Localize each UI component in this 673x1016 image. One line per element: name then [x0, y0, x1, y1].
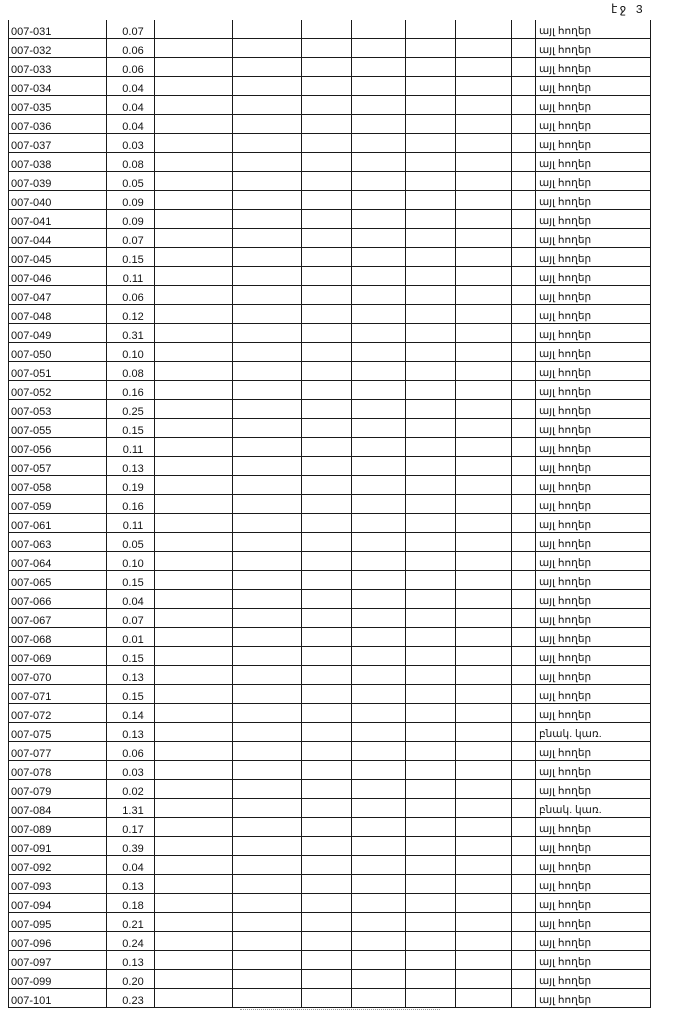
table-row — [8, 419, 651, 438]
land-type: այլ հողեր — [539, 975, 592, 987]
table-row — [8, 191, 651, 210]
parcel-code: 007-044 — [11, 235, 52, 247]
table-row — [8, 172, 651, 191]
parcel-code: 007-057 — [11, 463, 52, 475]
parcel-area: 0.15 — [122, 254, 144, 266]
parcel-area: 1.31 — [122, 805, 144, 817]
table-row — [8, 476, 651, 495]
table-row — [8, 96, 651, 115]
parcel-code: 007-094 — [11, 900, 52, 912]
parcel-area: 0.21 — [122, 919, 144, 931]
table-row — [8, 134, 651, 153]
parcel-code: 007-066 — [11, 596, 52, 608]
parcel-area: 0.20 — [122, 976, 144, 988]
land-type: այլ հողեր — [539, 576, 592, 588]
land-type: այլ հողեր — [539, 177, 592, 189]
land-type: այլ հողեր — [539, 899, 592, 911]
parcel-code: 007-039 — [11, 178, 52, 190]
land-type: այլ հողեր — [539, 158, 592, 170]
parcel-code: 007-071 — [11, 691, 52, 703]
row-divider — [8, 1007, 651, 1008]
parcel-area: 0.15 — [122, 425, 144, 437]
table-row — [8, 286, 651, 305]
parcel-area: 0.23 — [122, 995, 144, 1007]
parcel-area: 0.07 — [122, 235, 144, 247]
land-type: այլ հողեր — [539, 918, 592, 930]
parcel-code: 007-069 — [11, 653, 52, 665]
parcel-area: 0.11 — [122, 520, 144, 532]
table-row — [8, 58, 651, 77]
parcel-code: 007-056 — [11, 444, 52, 456]
parcel-area: 0.15 — [122, 691, 144, 703]
land-type: այլ հողեր — [539, 557, 592, 569]
land-type: այլ հողեր — [539, 538, 592, 550]
table-row — [8, 153, 651, 172]
land-type: այլ հողեր — [539, 310, 592, 322]
parcel-area: 0.15 — [122, 577, 144, 589]
table-row — [8, 818, 651, 837]
table-row — [8, 685, 651, 704]
table-row — [8, 647, 651, 666]
table-row — [8, 666, 651, 685]
parcel-area: 0.11 — [122, 444, 144, 456]
parcel-area: 0.03 — [122, 767, 144, 779]
parcel-area: 0.18 — [122, 900, 144, 912]
parcel-area: 0.06 — [122, 292, 144, 304]
parcel-area: 0.16 — [122, 501, 144, 513]
page-number-label: էջ 3 — [611, 3, 644, 17]
parcel-code: 007-070 — [11, 672, 52, 684]
parcel-area: 0.13 — [122, 672, 144, 684]
table-row — [8, 381, 651, 400]
parcel-code: 007-075 — [11, 729, 52, 741]
parcel-code: 007-095 — [11, 919, 52, 931]
table-row — [8, 723, 651, 742]
land-type: այլ հողեր — [539, 823, 592, 835]
table-row — [8, 989, 651, 1008]
land-type: այլ հողեր — [539, 937, 592, 949]
parcel-code: 007-034 — [11, 83, 52, 95]
parcel-area: 0.10 — [122, 349, 144, 361]
table-row — [8, 115, 651, 134]
table-row — [8, 267, 651, 286]
land-type: այլ հողեր — [539, 253, 592, 265]
land-type: այլ հողեր — [539, 424, 592, 436]
land-type: այլ հողեր — [539, 139, 592, 151]
land-type: այլ հողեր — [539, 842, 592, 854]
table-row — [8, 932, 651, 951]
parcel-area: 0.25 — [122, 406, 144, 418]
parcel-code: 007-036 — [11, 121, 52, 133]
parcel-area: 0.13 — [122, 957, 144, 969]
parcel-code: 007-059 — [11, 501, 52, 513]
parcel-area: 0.02 — [122, 786, 144, 798]
land-type: այլ հողեր — [539, 101, 592, 113]
parcel-code: 007-052 — [11, 387, 52, 399]
parcel-area: 0.15 — [122, 653, 144, 665]
parcel-area: 0.08 — [122, 159, 144, 171]
table-row — [8, 248, 651, 267]
parcel-area: 0.06 — [122, 64, 144, 76]
parcel-area: 0.04 — [122, 102, 144, 114]
land-type: այլ հողեր — [539, 63, 592, 75]
land-type: այլ հողեր — [539, 443, 592, 455]
parcel-code: 007-055 — [11, 425, 52, 437]
parcel-code: 007-032 — [11, 45, 52, 57]
parcel-code: 007-065 — [11, 577, 52, 589]
parcel-code: 007-077 — [11, 748, 52, 760]
land-type: այլ հողեր — [539, 633, 592, 645]
parcel-code: 007-063 — [11, 539, 52, 551]
land-type: այլ հողեր — [539, 994, 592, 1006]
parcel-code: 007-079 — [11, 786, 52, 798]
parcel-area: 0.09 — [122, 197, 144, 209]
table-row — [8, 780, 651, 799]
land-parcel-table — [8, 20, 651, 1008]
parcel-code: 007-049 — [11, 330, 52, 342]
table-row — [8, 970, 651, 989]
parcel-code: 007-048 — [11, 311, 52, 323]
table-row — [8, 400, 651, 419]
parcel-code: 007-072 — [11, 710, 52, 722]
table-row — [8, 20, 651, 39]
land-type: այլ հողեր — [539, 481, 592, 493]
parcel-area: 0.08 — [122, 368, 144, 380]
land-type: բնակ. կառ. — [539, 728, 602, 740]
parcel-code: 007-038 — [11, 159, 52, 171]
parcel-area: 0.05 — [122, 539, 144, 551]
table-row — [8, 951, 651, 970]
table-row — [8, 894, 651, 913]
land-type: այլ հողեր — [539, 291, 592, 303]
parcel-code: 007-041 — [11, 216, 52, 228]
parcel-code: 007-053 — [11, 406, 52, 418]
parcel-area: 0.39 — [122, 843, 144, 855]
parcel-area: 0.06 — [122, 45, 144, 57]
parcel-area: 0.07 — [122, 26, 144, 38]
parcel-area: 0.01 — [122, 634, 144, 646]
table-row — [8, 77, 651, 96]
table-row — [8, 362, 651, 381]
land-type: այլ հողեր — [539, 234, 592, 246]
parcel-code: 007-092 — [11, 862, 52, 874]
table-row — [8, 571, 651, 590]
land-type: այլ հողեր — [539, 44, 592, 56]
parcel-area: 0.04 — [122, 862, 144, 874]
parcel-code: 007-091 — [11, 843, 52, 855]
table-row — [8, 761, 651, 780]
table-row — [8, 343, 651, 362]
table-row — [8, 590, 651, 609]
land-type: այլ հողեր — [539, 519, 592, 531]
parcel-area: 0.09 — [122, 216, 144, 228]
land-type: այլ հողեր — [539, 462, 592, 474]
land-type: այլ հողեր — [539, 25, 592, 37]
land-type: բնակ. կառ. — [539, 804, 602, 816]
parcel-area: 0.13 — [122, 463, 144, 475]
table-row — [8, 552, 651, 571]
parcel-area: 0.31 — [122, 330, 144, 342]
parcel-area: 0.04 — [122, 83, 144, 95]
land-type: այլ հողեր — [539, 595, 592, 607]
land-type: այլ հողեր — [539, 367, 592, 379]
parcel-code: 007-033 — [11, 64, 52, 76]
land-type: այլ հողեր — [539, 329, 592, 341]
parcel-code: 007-046 — [11, 273, 52, 285]
parcel-code: 007-101 — [11, 995, 52, 1007]
table-row — [8, 457, 651, 476]
table-row — [8, 305, 651, 324]
land-type: այլ հողեր — [539, 614, 592, 626]
parcel-area: 0.04 — [122, 121, 144, 133]
table-row — [8, 913, 651, 932]
land-type: այլ հողեր — [539, 348, 592, 360]
parcel-code: 007-047 — [11, 292, 52, 304]
land-type: այլ հողեր — [539, 861, 592, 873]
parcel-area: 0.24 — [122, 938, 144, 950]
parcel-code: 007-037 — [11, 140, 52, 152]
land-type: այլ հողեր — [539, 196, 592, 208]
parcel-area: 0.17 — [122, 824, 144, 836]
parcel-code: 007-078 — [11, 767, 52, 779]
land-type: այլ հողեր — [539, 785, 592, 797]
table-row — [8, 514, 651, 533]
land-type: այլ հողեր — [539, 272, 592, 284]
land-type: այլ հողեր — [539, 405, 592, 417]
land-type: այլ հողեր — [539, 709, 592, 721]
parcel-code: 007-061 — [11, 520, 52, 532]
parcel-area: 0.11 — [122, 273, 144, 285]
table-row — [8, 704, 651, 723]
table-row — [8, 324, 651, 343]
table-row — [8, 39, 651, 58]
parcel-code: 007-035 — [11, 102, 52, 114]
parcel-area: 0.04 — [122, 596, 144, 608]
table-row — [8, 837, 651, 856]
parcel-area: 0.05 — [122, 178, 144, 190]
table-row — [8, 533, 651, 552]
parcel-area: 0.16 — [122, 387, 144, 399]
table-row — [8, 875, 651, 894]
parcel-code: 007-093 — [11, 881, 52, 893]
parcel-code: 007-084 — [11, 805, 52, 817]
table-row — [8, 742, 651, 761]
parcel-area: 0.07 — [122, 615, 144, 627]
table-row — [8, 799, 651, 818]
parcel-code: 007-096 — [11, 938, 52, 950]
table-row — [8, 438, 651, 457]
land-type: այլ հողեր — [539, 386, 592, 398]
table-row — [8, 609, 651, 628]
parcel-area: 0.06 — [122, 748, 144, 760]
land-type: այլ հողեր — [539, 766, 592, 778]
parcel-code: 007-050 — [11, 349, 52, 361]
table-row — [8, 229, 651, 248]
parcel-code: 007-089 — [11, 824, 52, 836]
parcel-area: 0.13 — [122, 729, 144, 741]
land-type: այլ հողեր — [539, 82, 592, 94]
parcel-area: 0.13 — [122, 881, 144, 893]
land-type: այլ հողեր — [539, 956, 592, 968]
parcel-code: 007-058 — [11, 482, 52, 494]
parcel-code: 007-045 — [11, 254, 52, 266]
land-type: այլ հողեր — [539, 880, 592, 892]
table-row — [8, 210, 651, 229]
table-row — [8, 856, 651, 875]
land-type: այլ հողեր — [539, 215, 592, 227]
parcel-code: 007-051 — [11, 368, 52, 380]
parcel-code: 007-097 — [11, 957, 52, 969]
parcel-code: 007-067 — [11, 615, 52, 627]
land-type: այլ հողեր — [539, 120, 592, 132]
parcel-area: 0.12 — [122, 311, 144, 323]
parcel-code: 007-099 — [11, 976, 52, 988]
parcel-code: 007-031 — [11, 26, 52, 38]
table-row — [8, 495, 651, 514]
parcel-area: 0.10 — [122, 558, 144, 570]
footer-scan-marks — [240, 1009, 440, 1013]
parcel-area: 0.03 — [122, 140, 144, 152]
parcel-code: 007-068 — [11, 634, 52, 646]
land-type: այլ հողեր — [539, 652, 592, 664]
parcel-code: 007-064 — [11, 558, 52, 570]
land-type: այլ հողեր — [539, 747, 592, 759]
land-type: այլ հողեր — [539, 671, 592, 683]
parcel-area: 0.14 — [122, 710, 144, 722]
parcel-code: 007-040 — [11, 197, 52, 209]
land-type: այլ հողեր — [539, 690, 592, 702]
parcel-area: 0.19 — [122, 482, 144, 494]
land-type: այլ հողեր — [539, 500, 592, 512]
table-row — [8, 628, 651, 647]
